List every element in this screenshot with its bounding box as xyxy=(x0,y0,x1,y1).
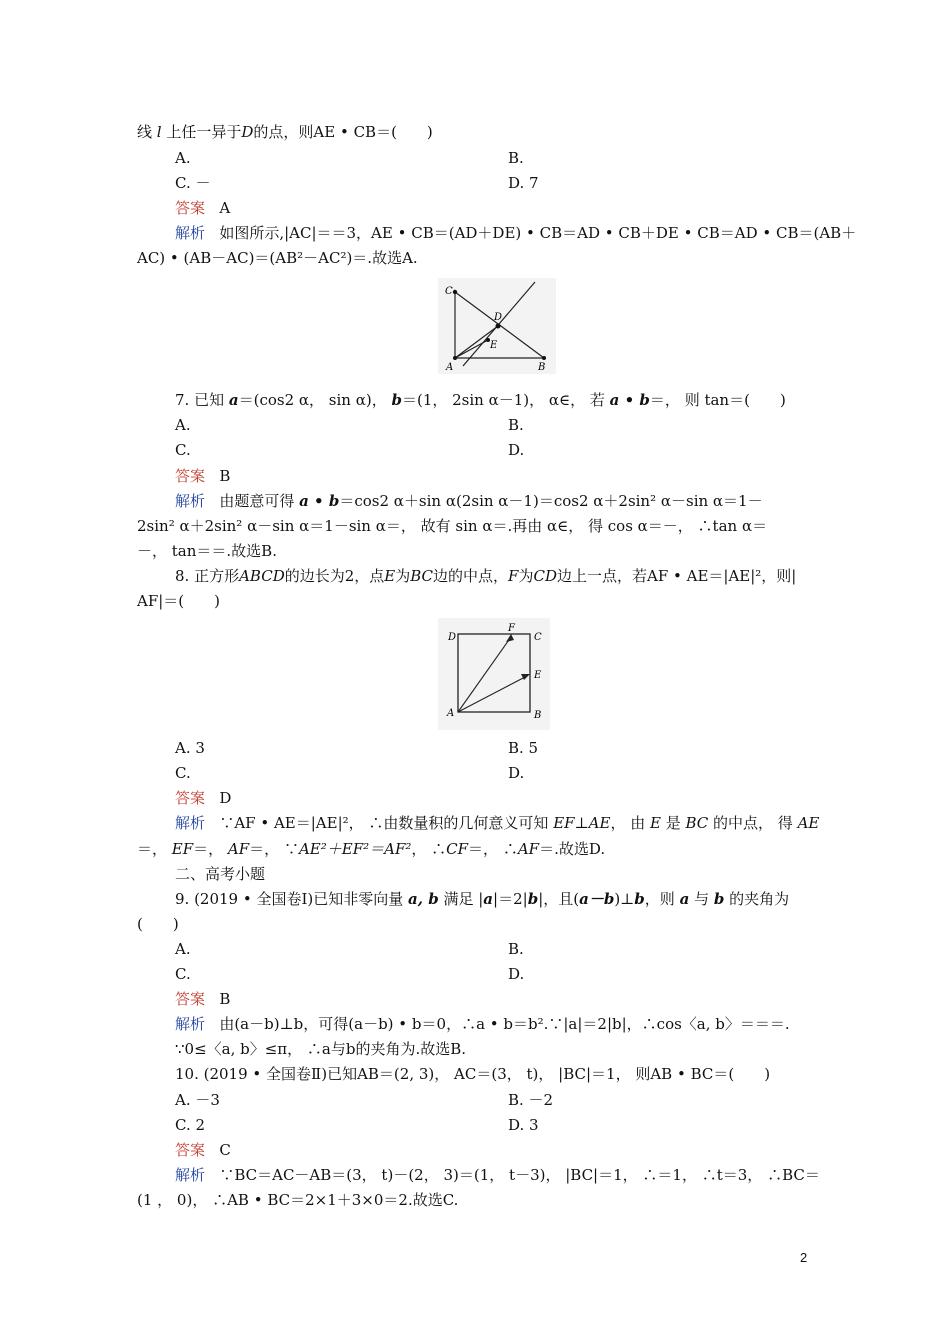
q9-option-b: B. xyxy=(508,940,524,958)
q10-answer: 答案 C xyxy=(175,1141,231,1159)
q8-option-d: D. xyxy=(508,764,525,782)
q7-option-b: B. xyxy=(508,416,524,434)
solution-label: 解析 xyxy=(175,224,206,242)
label-d: D xyxy=(494,312,503,323)
q8-option-b: B. 5 xyxy=(508,739,539,757)
q10-solution-line2: (1 ， 0)， ∴AB • BC＝2×1＋3×0＝2.故选C. xyxy=(137,1191,459,1209)
label-c: C xyxy=(445,286,453,297)
solution-label: 解析 xyxy=(175,814,206,832)
figure-triangle xyxy=(438,278,556,374)
q8-solution-line2: ＝， EF＝， AF＝， ∵AE²＋EF²＝AF²， ∴CF＝， ∴AF＝.故选D. xyxy=(137,840,606,858)
q6-solution-line2: AC) • (AB－AC)＝(AB²－AC²)＝.故选A. xyxy=(137,249,418,267)
q7-stem: 7. 已知 a＝(cos2 α， sin α)， b＝(1， 2sin α－1)， α∈， 若 a • b＝， 则 tan＝( ) xyxy=(175,391,786,409)
q7-solution-line2: 2sin² α＋2sin² α－sin α＝1－sin α＝， 故有 sin α＝.再由 α∈， 得 cos α＝－， ∴tan α＝ xyxy=(137,517,768,535)
page-number: 2 xyxy=(800,1250,808,1265)
label-f: F xyxy=(508,623,515,634)
q6-stem-tail: 线 l 上任一异于D的点，则AE • CB＝( ) xyxy=(137,123,433,141)
q10-option-b: B. －2 xyxy=(508,1091,554,1109)
q6-option-a: A. xyxy=(175,149,191,167)
label-e: E xyxy=(534,670,542,681)
label-e: E xyxy=(490,340,498,351)
q7-answer: 答案 B xyxy=(175,467,231,485)
answer-label: 答案 xyxy=(175,199,206,217)
q10-stem: 10. (2019 • 全国卷Ⅱ)已知AB＝(2, 3)， AC＝(3， t)， |BC|＝1， 则AB • BC＝( ) xyxy=(175,1065,771,1083)
q6-option-b: B. xyxy=(508,149,524,167)
q7-solution-line3: －， tan＝＝.故选B. xyxy=(137,542,277,560)
q6-option-c: C. － xyxy=(175,174,211,192)
answer-label: 答案 xyxy=(175,467,206,485)
solution-label: 解析 xyxy=(175,1166,206,1184)
q7-solution-line1: 解析 由题意可得 a • b＝cos2 α＋sin α(2sin α－1)＝cos2 α＋2sin² α－sin α＝1－ xyxy=(175,492,763,510)
q6-option-d: D. 7 xyxy=(508,174,539,192)
q10-option-a: A. －3 xyxy=(175,1091,220,1109)
q9-solution-line1: 解析 由(a－b)⊥b，可得(a－b) • b＝0，∴a • b＝b².∵|a|＝2|b|，∴cos〈a, b〉＝＝＝. xyxy=(175,1015,790,1033)
q9-option-d: D. xyxy=(508,965,525,983)
q9-stem-line1: 9. (2019 • 全国卷Ⅰ)已知非零向量 a, b 满足 |a|＝2|b|，且(a－b)⊥b，则 a 与 b 的夹角为 xyxy=(175,890,790,908)
q10-option-d: D. 3 xyxy=(508,1116,539,1134)
q7-option-d: D. xyxy=(508,441,525,459)
q10-solution-line1: 解析 ∵BC＝AC－AB＝(3， t)－(2， 3)＝(1， t－3)， |BC|＝1， ∴＝1， ∴t＝3， ∴BC＝ xyxy=(175,1166,820,1184)
answer-label: 答案 xyxy=(175,990,206,1008)
q9-stem-line2: ( ) xyxy=(137,915,179,933)
answer-label: 答案 xyxy=(175,1141,206,1159)
q6-solution-line1: 解析 如图所示,|AC|＝＝3，AE • CB＝(AD＋DE) • CB＝AD • CB＋DE • CB＝AD • CB＝(AB＋ xyxy=(175,224,857,242)
solution-label: 解析 xyxy=(175,1015,206,1033)
q9-option-a: A. xyxy=(175,940,191,958)
q7-option-a: A. xyxy=(175,416,191,434)
label-a: A xyxy=(446,362,454,373)
q8-answer: 答案 D xyxy=(175,789,232,807)
q8-solution-line1: 解析 ∵AF • AE＝|AE|²， ∴由数量积的几何意义可知 EF⊥AE， 由 E 是 BC 的中点， 得 AE xyxy=(175,814,820,832)
q6-answer: 答案 A xyxy=(175,199,231,217)
q8-stem-line2: AF|＝( ) xyxy=(137,592,220,610)
label-b: B xyxy=(538,362,546,373)
q7-option-c: C. xyxy=(175,441,191,459)
q10-option-c: C. 2 xyxy=(175,1116,206,1134)
answer-label: 答案 xyxy=(175,789,206,807)
figure-square xyxy=(438,618,550,730)
q8-option-a: A. 3 xyxy=(175,739,205,757)
solution-label: 解析 xyxy=(175,492,206,510)
label-d: D xyxy=(448,632,457,643)
section-title: 二、高考小题 xyxy=(175,865,266,883)
label-b: B xyxy=(534,710,542,721)
label-a: A xyxy=(447,708,455,719)
label-c: C xyxy=(534,632,542,643)
q9-answer: 答案 B xyxy=(175,990,231,1008)
q9-option-c: C. xyxy=(175,965,191,983)
q9-solution-line2: ∵0≤〈a, b〉≤π， ∴a与b的夹角为.故选B. xyxy=(175,1040,467,1058)
q8-option-c: C. xyxy=(175,764,191,782)
q8-stem-line1: 8. 正方形ABCD的边长为2，点E为BC边的中点，F为CD边上一点，若AF • AE＝|AE|²，则| xyxy=(175,567,797,585)
